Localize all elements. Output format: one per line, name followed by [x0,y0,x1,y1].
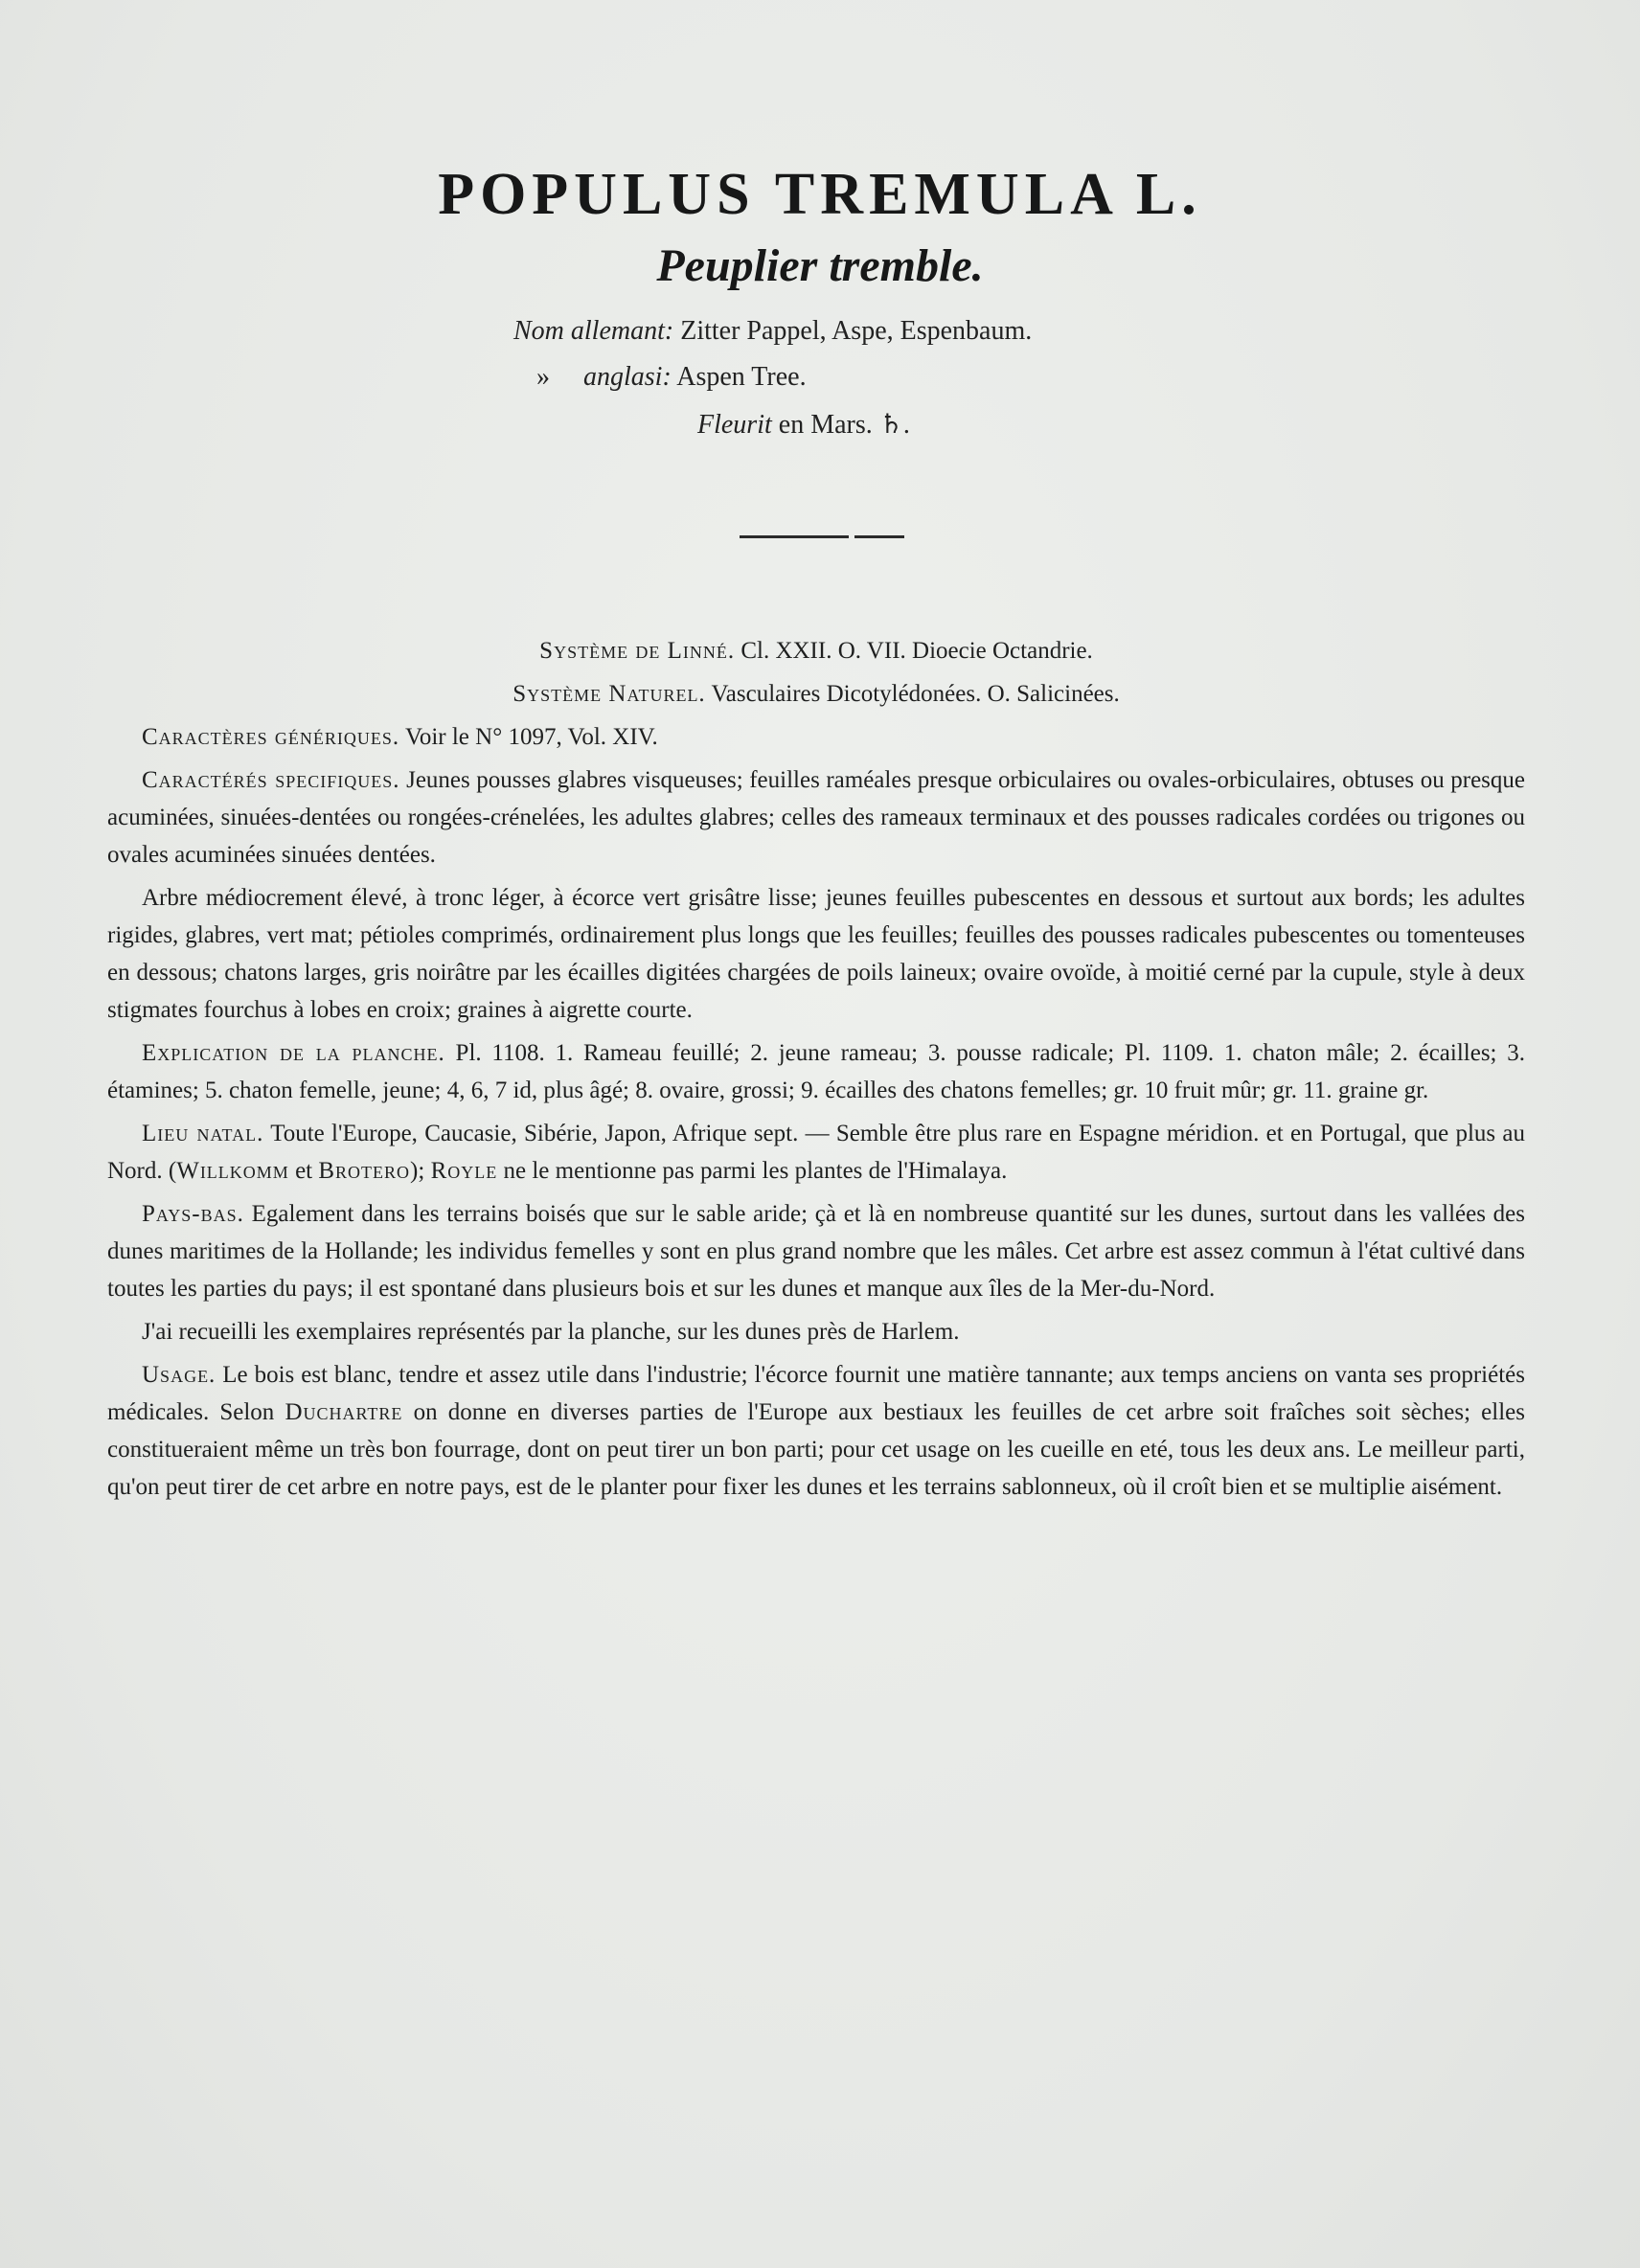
author-royle: Royle [430,1158,498,1184]
usage-text-2: on donne en diverses parties de l'Europe aux bestiaux les feuilles de cet arbre soit fraîches soit sèches; elles constitueraient même un très bon fourrage, dont on peut tirer un bon parti; pour cet usage on les cueille en eté, tous les deux ans. Le meilleur parti, qu'on peut tirer de cet arbre en notre pays, est de le planter pour fixer les dunes et les terrains sablonneux, où il croît bien et se multiplie aisément. [107,1399,1525,1500]
netherlands-label: Pays-bas. [142,1201,244,1227]
generic-label: Caractères génériques. [142,724,400,750]
plate-explanation-paragraph [107,1034,1525,1109]
ditto-mark: » [536,362,550,392]
author-duchartre: Duchartre [285,1399,403,1425]
native-text-3: ); [410,1158,431,1184]
flowering-label: Fleurit [697,410,772,440]
linne-label: Système de Linné. [539,638,736,664]
natural-label: Système Naturel. [512,681,706,707]
flowering-value: en Mars. ♄. [778,410,910,440]
english-name-line [536,362,807,393]
generic-text: Voir le N° 1097, Vol. XIV. [405,724,658,750]
specific-characters-paragraph [107,761,1525,873]
german-name-label: Nom allemant: [513,316,674,346]
divider-rule-short [854,535,904,538]
usage-label: Usage. [142,1362,216,1388]
native-label: Lieu natal. [142,1121,264,1146]
netherlands-text: Egalement dans les terrains boisés que sur le sable aride; çà et là en nombreuse quantité sur les dunes, surtout dans les vallées des dunes maritimes de la Hollande; les individus femelles y sont en plus grand nombre que les mâles. Cet arbre est assez commun à l'état cultivé dans toutes les parties du pays; il est spontané dans plusieurs bois et sur les dunes et manque aux îles de la Mer-du-Nord. [107,1201,1526,1302]
description-body [107,632,1525,1511]
collected-paragraph: J'ai recueilli les exemplaires représentés par la planche, sur les dunes près de Harlem. [142,1319,960,1345]
natural-system-line [107,675,1525,713]
plate-label: Explication de la planche. [142,1040,445,1066]
linne-system-line [107,632,1525,669]
tree-description-paragraph: Arbre médiocrement élevé, à tronc léger, à écorce vert grisâtre lisse; jeunes feuilles pubescentes en dessous et surtout aux bords; les adultes rigides, glabres, vert mat; pétioles comprimés, ordinairement plus longs que les feuilles; feuilles des pousses radicales pubescentes ou tomenteuses en dessous; chatons larges, gris noirâtre par les écailles digitées chargées de poils laineux; ovaire ovoïde, à moitié cerné par la cupule, style à deux stigmates fourchus à lobes en croix; graines à aigrette courte. [107,885,1525,1023]
netherlands-paragraph [107,1195,1525,1307]
native-range-paragraph [107,1115,1525,1190]
species-title: POPULUS TREMULA L. [438,162,1202,227]
usage-text-1: Le bois est blanc, tendre et assez utile dans l'industrie; l'écorce fournit une matière tannante; aux temps anciens on vanta ses propriétés médicales. Selon [107,1362,1525,1425]
english-name-label: anglasi: [583,362,672,392]
common-name-subtitle: Peuplier tremble. [656,240,984,291]
divider-rule-long [740,535,849,538]
generic-characters-paragraph [107,718,1525,756]
native-text-4: ne le mentionne pas parmi les plantes de l'Himalaya. [497,1158,1008,1184]
flowering-line [697,408,910,441]
author-brotero: Brotero [318,1158,411,1184]
usage-paragraph [107,1356,1525,1506]
german-name-line [513,316,1032,347]
specific-label: Caractérés specifiques. [142,767,400,793]
german-name-value: Zitter Pappel, Aspe, Espenbaum. [680,316,1033,346]
plate-text: Pl. 1108. 1. Rameau feuillé; 2. jeune rameau; 3. pousse radicale; Pl. 1109. 1. chaton mâle; 2. écailles; 3. étamines; 5. chaton femelle, jeune; 4, 6, 7 id, plus âgé; 8. ovaire, grossi; 9. écailles des chatons femelles; gr. 10 fruit mûr; gr. 11. graine gr. [107,1040,1526,1103]
natural-text: Vasculaires Dicotylédonées. O. Salicinées. [711,681,1120,707]
specific-text: Jeunes pousses glabres visqueuses; feuilles raméales presque orbiculaires ou ovales-orbiculaires, obtuses ou presque acuminées, sinuées-dentées ou rongées-crénelées, les adultes glabres; celles des rameaux terminaux et des pousses radicales cordées ou trigones ou ovales acuminées sinuées dentées. [107,767,1526,868]
linne-text: Cl. XXII. O. VII. Dioecie Octandrie. [740,638,1093,664]
native-text-1: Toute l'Europe, Caucasie, Sibérie, Japon, Afrique sept. — Semble être plus rare en Espagne méridion. et en Portugal, que plus au Nord. ( [107,1121,1525,1184]
author-willkomm: Willkomm [176,1158,289,1184]
native-text-2: et [288,1158,319,1184]
english-name-value: Aspen Tree. [676,362,807,392]
